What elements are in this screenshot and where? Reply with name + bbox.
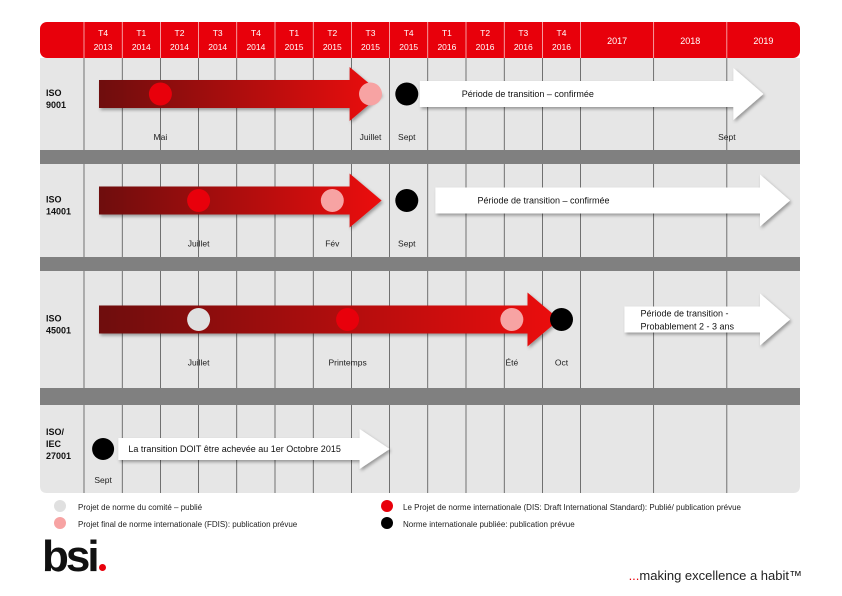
header-year-label: 2013 — [93, 42, 113, 52]
tagline-text: making excellence a habit — [639, 568, 789, 583]
row-separator — [40, 388, 800, 405]
date-label: Juillet — [187, 238, 210, 249]
transition-text: Probablement 2 - 3 ans — [640, 321, 735, 332]
header-quarter-label: T3 — [212, 28, 223, 38]
transition-text: Période de transition - — [640, 308, 729, 319]
header-quarter-label: T2 — [174, 28, 185, 38]
row-label: ISO — [46, 313, 62, 324]
header-year-label: 2014 — [246, 42, 266, 52]
date-label: Été — [505, 357, 519, 368]
date-label: Sept — [398, 132, 416, 142]
legend-label: Le Projet de norme internationale (DIS: Draft International Standard): Publié/ publication prévue — [403, 503, 741, 512]
milestone-dot-published — [395, 83, 418, 106]
transition-text: Période de transition – confirmée — [477, 195, 610, 206]
legend-dot-committee — [54, 500, 66, 512]
header-year-label: 2015 — [322, 42, 342, 52]
milestone-dot-fdis — [321, 189, 344, 212]
row-label: 27001 — [46, 451, 72, 461]
header-year-column: 2017 — [607, 36, 628, 46]
row-label: ISO — [46, 88, 62, 98]
header-year-label: 2015 — [399, 42, 419, 52]
header-quarter-label: T4 — [250, 28, 261, 38]
header-quarter-label: T2 — [327, 28, 338, 38]
header-quarter-label: T4 — [98, 28, 109, 38]
legend-label: Projet final de norme internationale (FDIS): publication prévue — [78, 520, 298, 529]
tagline — [629, 568, 802, 583]
row-label: ISO — [46, 194, 62, 205]
milestone-dot-dis — [187, 189, 210, 212]
row-separator — [40, 150, 800, 164]
row-label: 45001 — [46, 325, 72, 336]
date-label: Mai — [153, 132, 168, 142]
tagline-dots: ... — [628, 568, 640, 583]
milestone-dot-published — [395, 189, 418, 212]
header-quarter-label: T1 — [441, 28, 452, 38]
header-year-label: 2016 — [475, 42, 495, 52]
transition-text: La transition DOIT être achevée au 1er Octobre 2015 — [128, 444, 341, 454]
header-year-label: 2015 — [284, 42, 304, 52]
header-quarter-label: T4 — [403, 28, 414, 38]
milestone-dot-dis — [336, 308, 359, 331]
header-quarter-label: T1 — [136, 28, 147, 38]
logo-dot — [99, 564, 106, 571]
transition-text: Période de transition – confirmée — [461, 89, 594, 99]
date-label: Fév — [325, 238, 340, 249]
header-quarter-label: T1 — [289, 28, 300, 38]
header-year-label: 2014 — [170, 42, 189, 52]
legend-dot-published — [381, 517, 393, 529]
date-label: Sept — [718, 132, 736, 142]
date-label: Juillet — [359, 132, 382, 142]
header-quarter-label: T4 — [556, 28, 567, 38]
date-label: Sept — [94, 475, 112, 485]
milestone-dot-published — [550, 308, 573, 331]
date-label: Sept — [398, 238, 416, 249]
milestone-dot-published — [92, 438, 114, 460]
legend-label: Norme internationale publiée: publication prévue — [403, 520, 575, 529]
milestone-dot-committee — [187, 308, 210, 331]
header-year-column: 2019 — [753, 36, 774, 46]
header-quarter-label: T2 — [480, 28, 491, 38]
milestone-dot-dis — [149, 83, 172, 106]
header-year-label: 2016 — [513, 42, 533, 52]
milestone-dot-fdis — [359, 83, 382, 106]
header-year-label: 2015 — [361, 42, 380, 52]
row-label: 9001 — [46, 100, 67, 110]
row-label: IEC — [46, 439, 62, 449]
milestone-dot-fdis — [500, 308, 523, 331]
row-label: ISO/ — [46, 427, 65, 437]
header-quarter-label: T3 — [365, 28, 376, 38]
tagline-tm: ™ — [789, 568, 802, 583]
header-year-label: 2016 — [437, 42, 457, 52]
header-quarter-label: T3 — [518, 28, 529, 38]
row-separator — [40, 257, 800, 271]
header-year-column: 2018 — [680, 36, 701, 46]
legend-dot-dis — [381, 500, 393, 512]
legend-dot-fdis — [54, 517, 66, 529]
bsi-logo: bsi — [42, 535, 106, 579]
date-label: Oct — [554, 357, 569, 368]
date-label: Juillet — [187, 357, 210, 368]
header-year-label: 2016 — [552, 42, 571, 52]
header-year-label: 2014 — [208, 42, 228, 52]
legend-label: Projet de norme du comité – publié — [78, 503, 203, 512]
header-year-label: 2014 — [131, 42, 151, 52]
date-label: Printemps — [328, 357, 367, 368]
row-label: 14001 — [46, 206, 72, 217]
